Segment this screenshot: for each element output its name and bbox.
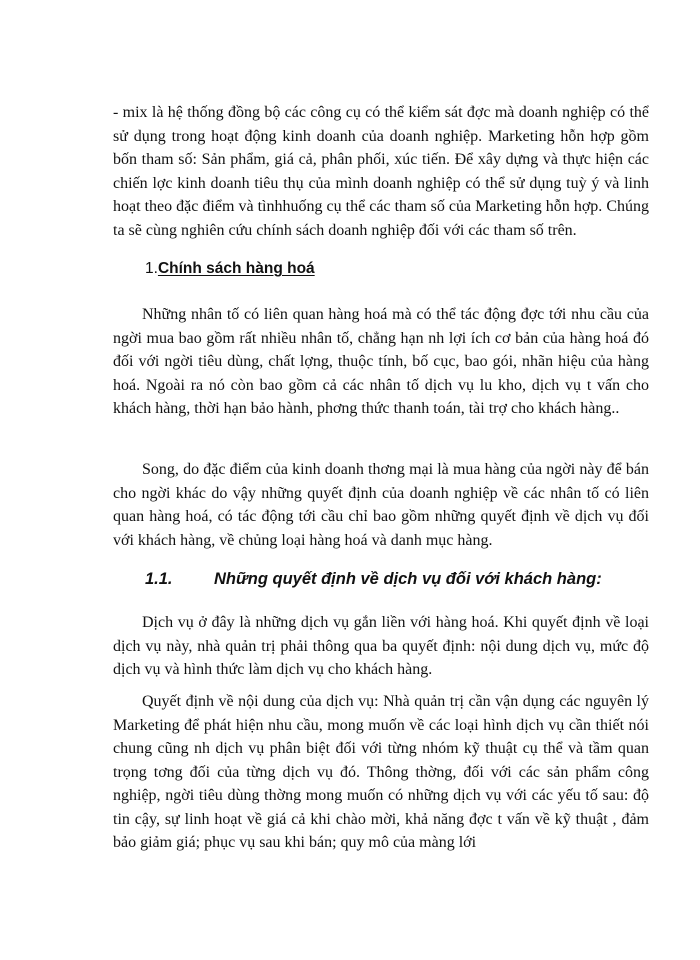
section-heading	[145, 260, 315, 278]
body-paragraph: Dịch vụ ở đây là những dịch vụ gắn liền với hàng hoá. Khi quyết định về loại dịch vụ này, nhà quản trị phải thông qua ba quyết định: nội dung dịch vụ, mức độ dịch vụ và hình thức làm dịch vụ cho khách hàng.	[113, 614, 649, 678]
section-title: Chính sách hàng hoá	[157, 260, 315, 277]
section-number: 1.	[145, 260, 158, 277]
subsection-title: Những quyết định về dịch vụ đối với khách hàng:	[214, 570, 602, 588]
subsection-heading	[145, 570, 602, 589]
body-paragraph: Song, do đặc điểm của kinh doanh thơng mại là mua hàng của ngời này để bán cho ngời khác do vậy những quyết định của doanh nghiệp về các nhân tố có liên quan hàng hoá, có tác động tới cầu chỉ bao gồm những quyết định về dịch vụ đối với khách hàng, về chủng loại hàng hoá và danh mục hàng.	[113, 461, 649, 549]
intro-paragraph: - mix là hệ thống đồng bộ các công cụ có thể kiểm sát đợc mà doanh nghiệp có thể sử dụng trong hoạt động kinh doanh của doanh nghiệp. Marketing hỗn hợp gồm bốn tham số: Sản phẩm, giá cả, phân phối, xúc tiến. Để xây dựng và thực hiện các chiến lợc kinh doanh tiêu thụ của mình doanh nghiệp có thể sử dụng tuỳ ý và linh hoạt theo đặc điểm và tìnhhuống cụ thể các tham số của Marketing hỗn hợp. Chúng ta sẽ cùng nghiên cứu chính sách doanh nghiệp đối với các tham số trên.	[113, 104, 649, 239]
body-paragraph: Quyết định về nội dung của dịch vụ: Nhà quản trị cần vận dụng các nguyên lý Marketing để phát hiện nhu cầu, mong muốn về các loại hình dịch vụ cần thiết nói chung cũng nh dịch vụ phân biệt đối với từng nhóm kỹ thuật cụ thể và tầm quan trọng tơng đối của từng dịch vụ đó. Thông thờng, đối với các sản phẩm công nghiệp, ngời tiêu dùng thờng mong muốn có những dịch vụ với các yếu tố sau: độ tin cậy, sự linh hoạt về giá cả khi chào mời, khả năng đợc t vấn về kỹ thuật , đảm bảo giảm giá; phục vụ sau khi bán; quy mô của màng lới	[113, 693, 649, 851]
body-paragraph: Những nhân tố có liên quan hàng hoá mà có thể tác động đợc tới nhu cầu của ngời mua bao gồm rất nhiều nhân tố, chẳng hạn nh lợi ích cơ bản của hàng hoá đó đối với ngời tiêu dùng, chất lợng, thuộc tính, bố cục, bao gói, nhãn hiệu của hàng hoá. Ngoài ra nó còn bao gồm cả các nhân tố dịch vụ lu kho, dịch vụ t vấn cho khách hàng, thời hạn bảo hành, phơng thức thanh toán, tài trợ cho khách hàng..	[113, 306, 649, 417]
subsection-number: 1.1.	[145, 570, 173, 588]
